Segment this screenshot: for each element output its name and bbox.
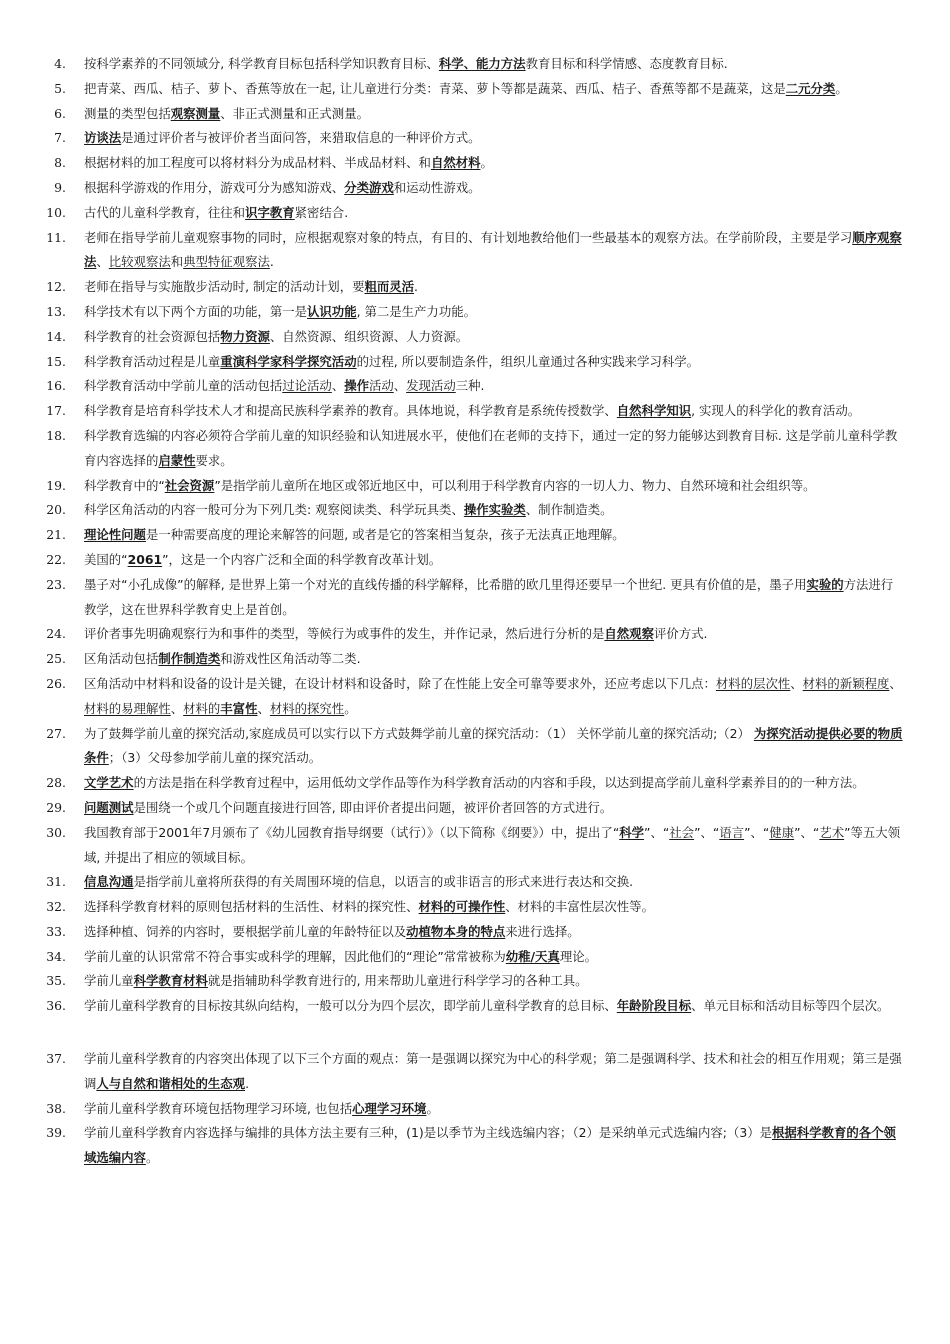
item-text [84, 498, 904, 523]
text-segment: 把青菜、西瓜、桔子、萝卜、香蕉等放在一起, 让儿童进行分类：青菜、萝卜等都是蔬菜、西瓜、桔子、香蕉等都不是蔬菜，这是 [84, 80, 786, 96]
answer-text: 丰富性 [220, 700, 258, 716]
item-text [84, 1047, 904, 1097]
answer-text: 为探究活动提供必要的物质条件 [84, 725, 903, 766]
list-item [0, 994, 904, 1019]
text-segment: 评价者事先明确观察行为和事件的类型，等候行为或事件的发生，并作记录，然后进行分析的是 [84, 626, 605, 642]
item-number: 4. [54, 56, 66, 71]
text-segment: ”是指学前儿童所在地区或邻近地区中，可以利用于科学教育内容的一切人力、物力、自然环境和社会组织等。 [214, 477, 816, 493]
list-item [0, 77, 904, 102]
item-text [84, 945, 904, 970]
item-text [84, 573, 904, 623]
item-number: 24. [46, 626, 66, 642]
answer-text: 识字教育 [245, 204, 295, 220]
list-item [0, 647, 904, 672]
item-number: 7. [54, 130, 66, 146]
text-segment: 学前儿童科学教育环境包括物理学习环境, 也包括 [84, 1100, 353, 1116]
item-number: 5. [54, 80, 66, 96]
answer-text: 认识功能 [307, 303, 357, 319]
answer-text: 问题测试 [84, 799, 134, 815]
list-item [0, 102, 904, 127]
list-item [0, 498, 904, 523]
answer-text: 分类游戏 [344, 179, 394, 195]
item-number: 37. [46, 1051, 66, 1067]
answer-text: 社会资源 [164, 477, 215, 493]
item-number: 38. [46, 1100, 66, 1116]
text-segment: , 第二是生产力功能。 [356, 303, 476, 319]
text-segment: 为了鼓舞学前儿童的探究活动,家庭成员可以实行以下方式鼓舞学前儿童的探究活动：（1） 关怀学前儿童的探究活动;（2） [84, 725, 754, 741]
text-segment: 。 [835, 80, 848, 96]
item-number: 12. [46, 279, 66, 295]
item-text [84, 350, 904, 375]
list-item [0, 771, 904, 796]
text-segment: 就是指辅助科学教育进行的, 用来帮助儿童进行科学学习的各种工具。 [207, 973, 588, 989]
item-number: 14. [46, 328, 66, 344]
item-text [84, 176, 904, 201]
question-list [0, 52, 950, 1171]
text-segment: ”、“ [694, 824, 720, 840]
text-segment: 、制作制造类。 [525, 502, 613, 518]
list-item [0, 350, 904, 375]
text-segment: 墨子对“小孔成像”的解释, 是世界上第一个对光的直线传播的科学解释，比希腊的欧几里得还要早一个世纪. 更具有价值的是，墨子用 [84, 576, 807, 592]
list-item [0, 52, 904, 77]
item-number: 18. [46, 427, 66, 443]
item-text [84, 994, 904, 1019]
text-segment: 科学技术有以下两个方面的功能，第一是 [84, 303, 308, 319]
item-number: 31. [46, 874, 66, 890]
item-number: 11. [46, 229, 66, 245]
answer-text: 幼稚/天真 [505, 948, 560, 964]
item-number: 21. [46, 527, 66, 543]
text-segment: 、 [331, 378, 345, 394]
text-segment: 选择科学教育材料的原则包括材料的生活性、材料的探究性、 [84, 899, 419, 915]
list-item [0, 722, 904, 772]
list-item [0, 573, 904, 623]
list-item [0, 622, 904, 647]
item-text [84, 275, 904, 300]
text-segment: 根据科学游戏的作用分，游戏可分为感知游戏、 [84, 179, 345, 195]
answer-text: 制作制造类 [158, 651, 221, 667]
list-item [0, 796, 904, 821]
text-segment: ”，这是一个内容广泛和全面的科学教育改革计划。 [162, 551, 442, 567]
answer-text: 操作实验类 [463, 502, 526, 518]
item-text [84, 647, 904, 672]
text-segment: 学前儿童科学教育的内容突出体现了以下三个方面的观点：第一是强调以探究为中心的科学观；第二是强调科学、技术和社会的相互作用观；第三是强调 [84, 1051, 902, 1091]
answer-text: 材料的可操作性 [418, 899, 506, 915]
text-segment: 。 [344, 700, 357, 716]
item-number: 28. [46, 775, 66, 791]
text-segment: 学前儿童的认识常常不符合事实或科学的理解，因此他们的“理论”常常被称为 [84, 948, 506, 964]
item-text [84, 969, 904, 994]
text-segment: 、 [790, 675, 803, 691]
item-text [84, 325, 904, 350]
underlined-text: 艺术 [819, 824, 845, 840]
text-segment: 、材料的丰富性层次性等。 [505, 899, 654, 915]
list-item [0, 548, 904, 573]
list-item [0, 920, 904, 945]
text-segment: 理论。 [559, 948, 597, 964]
text-segment: 的方法是指在科学教育过程中，运用低幼文学作品等作为科学教育活动的内容和手段，以达到提高学前儿童科学素养目的的一种方法。 [133, 775, 865, 791]
item-text [84, 399, 904, 424]
item-text [84, 622, 904, 647]
answer-text: 自然材料 [430, 155, 481, 171]
text-segment: 我国教育部于2001年7月颁布了《幼儿园教育指导纲要（试行）》（以下简称《纲要》）中，提出了“ [84, 824, 620, 840]
text-segment: 的过程, 所以要制造条件，组织儿童通过各种实践来学习科学。 [356, 353, 700, 369]
item-text [84, 548, 904, 573]
text-segment: . [245, 1075, 250, 1091]
text-segment: 区角活动包括 [84, 651, 159, 667]
answer-text: 访谈法 [84, 130, 122, 146]
item-number: 35. [46, 973, 66, 989]
answer-text: 文学艺术 [84, 775, 134, 791]
item-text [84, 796, 904, 821]
item-text [84, 821, 904, 871]
underlined-text: 典型特征观察法 [183, 254, 270, 270]
text-segment: ”、“ [744, 824, 770, 840]
item-number: 32. [46, 899, 66, 915]
answer-text: 心理学习环境 [352, 1100, 427, 1116]
item-text [84, 895, 904, 920]
item-number: 33. [46, 923, 66, 939]
item-number: 9. [54, 179, 66, 195]
underlined-text: 社会 [669, 824, 695, 840]
answer-text: 科学、能力方法 [438, 56, 526, 71]
list-item [0, 1121, 904, 1171]
text-segment: 是围绕一个或几个问题直接进行回答, 即由评价者提出问题，被评价者回答的方式进行。 [133, 799, 613, 815]
answer-text: 实验的 [806, 576, 844, 592]
text-segment: 科学教育中的“ [84, 477, 165, 493]
item-text [84, 920, 904, 945]
item-text [84, 52, 904, 77]
item-text [84, 1121, 904, 1171]
item-number: 6. [54, 105, 66, 121]
answer-text: 动植物本身的特点 [406, 923, 506, 939]
answer-text: 自然科学知识 [616, 403, 692, 419]
item-number: 39. [46, 1125, 66, 1141]
answer-text: 观察测量 [170, 105, 221, 121]
item-number: 26. [46, 675, 66, 691]
underlined-text: 健康 [769, 824, 795, 840]
text-segment: 是一种需要高度的理论来解答的问题, 或者是它的答案相当复杂，孩子无法真正地理解。 [145, 527, 625, 543]
text-segment: 学前儿童 [84, 973, 134, 989]
item-text [84, 201, 904, 226]
text-segment: . [269, 254, 274, 270]
item-number: 27. [46, 725, 66, 741]
answer-text: 粗而灵活 [364, 279, 415, 295]
item-number: 29. [46, 799, 66, 815]
answer-text: 二元分类 [785, 80, 836, 96]
text-segment: 学前儿童科学教育内容选择与编排的具体方法主要有三种，(1)是以季节为主线选编内容；（2）是采纳单元式选编内容;（3）是 [84, 1125, 772, 1141]
item-number: 10. [46, 204, 66, 220]
list-item [0, 523, 904, 548]
text-segment: 科学区角活动的内容一般可分为下列几类: 观察阅读类、科学玩具类、 [84, 502, 464, 518]
item-number: 23. [46, 576, 66, 592]
text-segment: ；（3）父母参加学前儿童的探究活动。 [108, 750, 322, 766]
list-item [0, 945, 904, 970]
text-segment: 和运动性游戏。 [393, 179, 481, 195]
underlined-text: 比较观察法 [108, 254, 171, 270]
text-segment: 是通过评价者与被评价者当面问答，来猎取信息的一种评价方式。 [121, 130, 481, 146]
answer-text: 操作 [344, 378, 369, 394]
text-segment: 。 [426, 1100, 439, 1116]
underlined-text: 材料的易理解性 [84, 700, 171, 716]
item-text [84, 151, 904, 176]
text-segment: 教育目标和科学情感、态度教育目标. [525, 56, 728, 71]
list-item [0, 300, 904, 325]
item-number: 36. [46, 998, 66, 1014]
list-item [0, 226, 904, 276]
text-segment: 评价方式. [653, 626, 708, 642]
item-text [84, 870, 904, 895]
list-item [0, 969, 904, 994]
underlined-text: 过论活动 [282, 378, 332, 394]
item-number: 20. [46, 502, 66, 518]
text-segment: 方法进行教学，这在世界科学教育史上是首创。 [84, 576, 894, 617]
text-segment: 区角活动中材料和设备的设计是关键，在设计材料和设备时，除了在性能上安全可靠等要求外，还应考虑以下几点： [84, 675, 716, 691]
text-segment: 古代的儿童科学教育，往往和 [84, 204, 246, 220]
item-text [84, 1097, 904, 1122]
answer-text: 理论性问题 [84, 527, 146, 543]
item-number: 30. [46, 824, 66, 840]
item-text [84, 424, 904, 474]
text-segment: 老师在指导学前儿童观察事物的同时，应根据观察对象的特点，有目的、有计划地教给他们一些最基本的观察方法。在学前阶段，主要是学习 [84, 229, 853, 245]
text-segment: 和游戏性区角活动等二类. [220, 651, 361, 667]
text-segment: 科学教育活动中学前儿童的活动包括 [84, 378, 283, 394]
item-text [84, 722, 904, 772]
answer-text: 人与自然和谐相处的生态观 [96, 1075, 246, 1091]
text-segment: 、 [96, 254, 109, 270]
text-segment: 和 [170, 254, 184, 270]
answer-text: 信息沟通 [84, 874, 134, 890]
answer-text: 年龄阶段目标 [616, 998, 692, 1014]
text-segment: 、 [889, 675, 902, 691]
list-item [0, 151, 904, 176]
text-segment: 、 [170, 700, 184, 716]
item-number: 15. [46, 353, 66, 369]
item-text [84, 300, 904, 325]
underlined-text: 材料的层次性 [715, 675, 791, 691]
text-segment: 科学教育活动过程是儿童 [84, 353, 221, 369]
list-item [0, 126, 904, 151]
text-segment: 按科学素养的不同领域分, 科学教育目标包括科学知识教育目标、 [84, 56, 439, 71]
text-segment: 来进行选择。 [505, 923, 580, 939]
list-item [0, 895, 904, 920]
answer-text: 根据科学教育的各个领域选编内容 [84, 1125, 896, 1166]
item-text [84, 672, 904, 722]
list-item [0, 275, 904, 300]
list-item [0, 374, 904, 399]
list-item [0, 424, 904, 474]
text-segment: 科学教育的社会资源包括 [84, 328, 221, 344]
text-segment: 要求。 [195, 452, 233, 468]
text-segment: 三种. [455, 378, 485, 394]
underlined-text: 材料的探究性 [269, 700, 345, 716]
text-segment: 学前儿童科学教育的目标按其纵向结构，一般可以分为四个层次，即学前儿童科学教育的总目标、 [84, 998, 617, 1014]
text-segment: 测量的类型包括 [84, 105, 171, 121]
item-text [84, 77, 904, 102]
item-number: 22. [46, 551, 66, 567]
list-item [0, 821, 904, 871]
item-text [84, 126, 904, 151]
answer-text: 顺序观察法 [84, 229, 902, 270]
item-number: 16. [46, 378, 66, 394]
item-number: 8. [54, 155, 66, 171]
text-segment: 科学教育选编的内容必须符合学前儿童的知识经验和认知进展水平，使他们在老师的支持下，通过一定的努力能够达到教育目标. 这是学前儿童科学教育内容选择的 [84, 427, 898, 468]
item-number: 17. [46, 403, 66, 419]
list-item [0, 474, 904, 499]
item-text [84, 102, 904, 127]
text-segment: 、单元目标和活动目标等四个层次。 [691, 998, 890, 1014]
item-text [84, 474, 904, 499]
list-item [0, 201, 904, 226]
text-segment: 选择种植、饲养的内容时，要根据学前儿童的年龄特征以及 [84, 923, 407, 939]
answer-text: 启蒙性 [158, 452, 196, 468]
text-segment: ”、“ [644, 824, 670, 840]
text-segment: 。 [145, 1150, 159, 1166]
text-segment: 是指学前儿童将所获得的有关周围环境的信息，以语言的或非语言的形式来进行表达和交换. [133, 874, 634, 890]
item-text [84, 374, 904, 399]
underlined-text: 语言 [719, 824, 745, 840]
answer-text: 科学教育材料 [133, 973, 208, 989]
text-segment: . [414, 279, 418, 295]
text-segment: ”等五大领域, 并提出了相应的领域目标。 [84, 824, 901, 865]
item-number: 34. [46, 948, 66, 964]
text-segment: 。 [480, 155, 493, 171]
list-item [0, 325, 904, 350]
item-text [84, 523, 904, 548]
text-segment: 紧密结合. [294, 204, 349, 220]
text-segment: 、自然资源、组织资源、人力资源。 [269, 328, 469, 344]
text-segment: , 实现人的科学化的教育活动。 [691, 403, 861, 419]
item-number: 19. [46, 477, 66, 493]
underlined-text: 材料的 [183, 700, 221, 716]
item-number: 25. [46, 651, 66, 667]
answer-text: 科学 [619, 824, 645, 840]
answer-text: 自然观察 [604, 626, 654, 642]
list-item [0, 399, 904, 424]
underlined-text: 活动 [368, 378, 394, 394]
list-item [0, 672, 904, 722]
answer-text: 2061 [127, 551, 163, 567]
text-segment: 、 [257, 700, 270, 716]
text-segment: 、非正式测量和正式测量。 [220, 105, 369, 121]
underlined-text: 发现活动 [406, 378, 456, 394]
text-segment: 老师在指导与实施散步活动时, 制定的活动计划，要 [84, 279, 365, 295]
list-item [0, 176, 904, 201]
text-segment: ”、“ [794, 824, 820, 840]
answer-text: 物力资源 [220, 328, 270, 344]
text-segment: 根据材料的加工程度可以将材料分为成品材料、半成品材料、和 [84, 155, 431, 171]
item-number: 13. [46, 303, 66, 319]
underlined-text: 材料的新颖程度 [802, 675, 890, 691]
list-item [0, 1097, 904, 1122]
item-text [84, 226, 904, 276]
blank-gap [0, 1019, 950, 1047]
answer-text: 重演科学家科学探究活动 [220, 353, 357, 369]
text-segment: 、 [393, 378, 407, 394]
item-text [84, 771, 904, 796]
list-item [0, 1047, 904, 1097]
list-item [0, 870, 904, 895]
text-segment: 美国的“ [84, 551, 128, 567]
text-segment: 科学教育是培育科学技术人才和提高民族科学素养的教育。具体地说，科学教育是系统传授数学、 [84, 403, 617, 419]
